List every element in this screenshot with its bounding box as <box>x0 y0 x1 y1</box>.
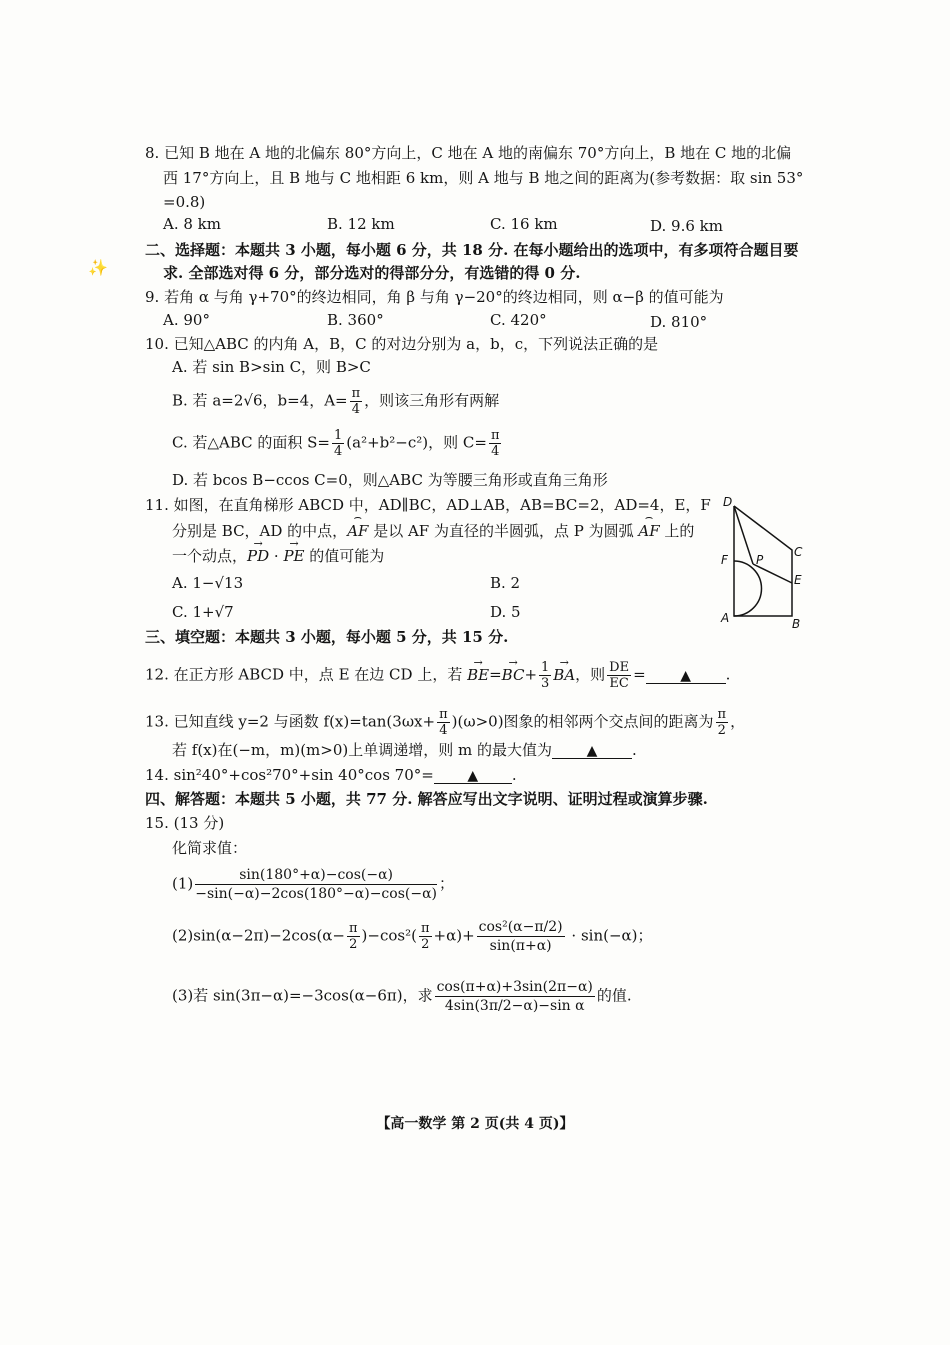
section4-heading: 四、解答题：本题共 5 小题，共 77 分. 解答应写出文字说明、证明过程或演算步骤. <box>145 790 708 808</box>
q8-option-c: C. 16 km <box>490 215 558 233</box>
q15-intro: 化简求值： <box>172 839 248 857</box>
section3-heading: 三、填空题：本题共 3 小题，每小题 5 分，共 15 分. <box>145 628 509 646</box>
q15-part1: (1) $\frac{\sin(180^\circ+\alpha)-\cos(-\alpha)}{-\sin(-\alpha)-2\cos(180^\circ-\alpha)-\cos(-\alpha)}$ ； <box>172 867 454 902</box>
label-d: D <box>723 495 733 509</box>
q11-option-d: D. 5 <box>490 603 521 621</box>
q10-stem: 10. 已知△ABC 的内角 A，B，C 的对边分别为 a，b，c，下列说法正确的是 <box>145 335 659 353</box>
q11-line2: 分别是 BC，AD 的中点，⌢ AF 是以 AF 为直径的半圆弧，点 P 为圆弧 ⌢ AF 上的 <box>172 521 694 541</box>
section2-line2: 求. 全部选对得 6 分，部分选对的得部分分，有选错的得 0 分. <box>163 264 581 282</box>
q10-option-a: A. 若 sin B>sin C，则 B>C <box>172 358 371 376</box>
q11-option-a: A. 1−√13 <box>172 574 244 592</box>
q12: 12. 在正方形 ABCD 中，点 E 在边 CD 上，若 → BE=→ BC+ $\frac{1}{3}$ → BA，则 $\frac{DE}{EC}$ = ▲ . <box>145 660 730 691</box>
q12-answer-blank: ▲ <box>646 665 726 684</box>
label-c: C <box>794 545 803 559</box>
q8-line2: 西 17°方向上，且 B 地与 C 地相距 6 km，则 A 地与 B 地之间的距离为(参考数据：取 sin 53° <box>163 169 804 187</box>
arc-af-2: ⌢ AF <box>638 521 659 541</box>
vector-bc: → BC <box>502 665 525 685</box>
q13-line2: 若 f(x)在(−m，m)(m>0)上单调递增，则 m 的最大值为 ▲ . <box>172 741 637 759</box>
vector-ba: → BA <box>553 665 575 685</box>
q11-line1: 11. 如图，在直角梯形 ABCD 中，AD∥BC，AD⊥AB，AB=BC=2，AD=4，E，F <box>145 496 711 514</box>
label-f: F <box>721 553 728 567</box>
segment-pd <box>734 506 753 564</box>
q11-option-b: B. 2 <box>490 574 521 592</box>
q8-line1: 8. 已知 B 地在 A 地的北偏东 80°方向上，C 地在 A 地的南偏东 70°方向上，B 地在 C 地的北偏 <box>145 144 792 162</box>
vector-be: → BE <box>467 665 489 685</box>
q14: 14. sin²40°+cos²70°+sin 40°cos 70°= ▲ . <box>145 766 517 784</box>
q8-option-b: B. 12 km <box>327 215 395 233</box>
q9-option-d: D. 810° <box>650 313 708 331</box>
scan-mark-icon: ✨ <box>88 258 108 277</box>
q10-option-d: D. 若 bcos B−ccos C=0，则△ABC 为等腰三角形或直角三角形 <box>172 471 608 489</box>
q13-answer-blank: ▲ <box>552 740 632 759</box>
q14-answer-blank: ▲ <box>434 765 512 784</box>
q15-part3: (3)若 sin(3π−α)=−3cos(α−6π)，求 $\frac{\cos(\pi+\alpha)+3\sin(2\pi-\alpha)}{\text{4sin(3π/2−α)−sin α}}$ 的值. <box>172 979 632 1014</box>
q9-option-b: B. 360° <box>327 311 384 329</box>
vector-pd: → PD <box>247 546 269 566</box>
q8-option-d: D. 9.6 km <box>650 217 723 235</box>
label-e: E <box>794 573 802 587</box>
q10-option-b: B. 若 a=2√6，b=4，A= $\frac{\pi}{4}$ ，则该三角形有两解 <box>172 386 500 417</box>
q15-header: 15. (13 分) <box>145 814 225 832</box>
label-a: A <box>721 611 730 625</box>
label-b: B <box>792 617 801 631</box>
q8-line3: =0.8) <box>163 193 206 211</box>
q11-option-c: C. 1+√7 <box>172 603 234 621</box>
arc-af: ⌢ AF <box>347 521 368 541</box>
vector-pe: → PE <box>283 546 304 566</box>
q8-option-a: A. 8 km <box>163 215 221 233</box>
label-p: P <box>756 553 764 567</box>
q13-line1: 13. 已知直线 y=2 与函数 f(x)=tan(3ωx+ $\frac{\pi}{4}$ )(ω>0)图象的相邻两个交点间的距离为 $\frac{\pi}{2}$ ， <box>145 707 746 738</box>
q11-line3: 一个动点，→ PD · → PE 的值可能为 <box>172 546 384 566</box>
page-footer: 【高一数学 第 2 页(共 4 页)】 <box>376 1116 574 1132</box>
q9-option-a: A. 90° <box>163 311 210 329</box>
section2-line1: 二、选择题：本题共 3 小题，每小题 6 分，共 18 分. 在每小题给出的选项中，有多项符合题目要 <box>145 241 799 259</box>
q9-stem: 9. 若角 α 与角 γ+70°的终边相同，角 β 与角 γ−20°的终边相同，则 α−β 的值可能为 <box>145 288 724 306</box>
q10-option-c: C. 若△ABC 的面积 S= $\frac{1}{4}$ (a²+b²−c²)，则 C= $\frac{\pi}{4}$ <box>172 428 500 459</box>
q9-option-c: C. 420° <box>490 311 547 329</box>
trapezoid-figure <box>712 492 812 632</box>
q15-part2: (2)sin(α−2π)−2cos(α− $\frac{\pi}{2}$ )−cos²( $\frac{\pi}{2}$ +α)+ $\frac{\text{cos²(α−π/2)}}{\sin(\pi+\alpha)}$ · sin(−α)； <box>172 919 653 954</box>
semicircle-arc <box>734 561 762 616</box>
